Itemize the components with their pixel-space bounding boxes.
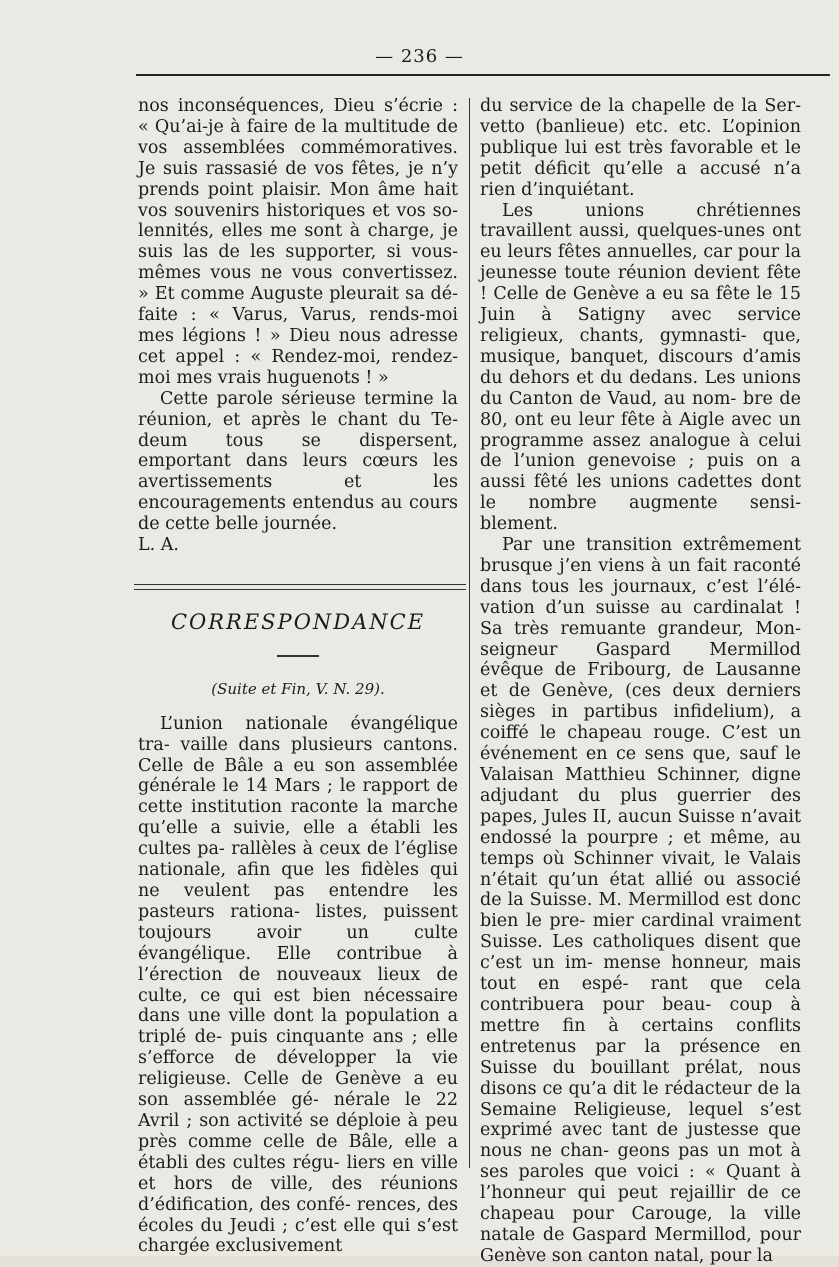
left-para-2: Cette parole sérieuse termine la réunion, et après le chant du Te- deum tous se dispersent, emportant dans leurs cœurs les avertissements et les encouragements entendus au cours de cette belle journée. [138, 388, 458, 535]
left-para-3: L’union nationale évangélique tra- vaille dans plusieurs cantons. Celle de Bâle a eu son assemblée générale le 14 Mars ; le rapport de cette institution raconte la marche qu’elle a suivie, elle a établi les cultes pa- rallèles à ceux de l’église nationale, afin que les fidèles qui ne veulent pas entendre les pasteurs rationa- listes, puissent toujours avoir un culte évangélique. Elle contribue à l’érection de nouveaux lieux de culte, ce qui est bien nécessaire dans une ville dont la population a triplé de- puis cinquante ans ; elle s’efforce de développer la vie religieuse. Celle de Genève a eu son assemblée gé- nérale le 22 Avril ; son activité se déploie à peu près comme celle de Bâle, elle a établi des cultes régu- liers en ville et hors de ville, des réunions d’édification, des confé- rences, des écoles du Jeudi ; c’est elle qui s’est chargée exclusivement [138, 713, 458, 1257]
column-divider [469, 98, 470, 1168]
right-column [480, 96, 801, 1267]
left-column [138, 96, 458, 1257]
subheading: (Suite et Fin, V. N. 29). [211, 679, 385, 698]
signature: L. A. [138, 535, 179, 556]
section-heading: CORRESPONDANCE [170, 609, 426, 634]
section-double-rule [134, 584, 466, 590]
header-rule [136, 74, 830, 76]
page-number: — 236 — [375, 46, 464, 67]
right-para-1: du service de la chapelle de la Ser- vetto (banlieue) etc. etc. L’opinion publique lui est très favorable et le petit déficit qu’elle a accusé n’a rien d’inquiétant. [480, 96, 801, 200]
left-para-1: nos inconséquences, Dieu s’écrie : « Qu’ai-je à faire de la multitude de vos assemblées commémoratives. Je suis rassasié de vos fêtes, je n’y prends point plaisir. Mon âme hait vos souvenirs historiques et vos so- lennités, elles me sont à charge, je suis las de les supporter, si vous- mêmes vous ne vous convertissez. » Et comme Auguste pleurait sa dé- faite : « Varus, Varus, rends-moi mes légions ! » Dieu nous adresse cet appel : « Rendez-moi, rendez-moi mes vrais huguenots ! » [138, 96, 458, 388]
right-para-2: Les unions chrétiennes travaillent aussi, quelques-unes ont eu leurs fêtes annuelles, car pour la jeunesse toute réunion devient fête ! Celle de Genève a eu sa fête le 15 Juin à Satigny avec service religieux, chants, gymnasti- que, musique, banquet, discours d’amis du dehors et du dedans. Les unions du Canton de Vaud, au nom- bre de 80, ont eu leur fête à Aigle avec un programme assez analogue à celui de l’union genevoise ; puis on a aussi fêté les unions cadettes dont le nombre augmente sensi- blement. [480, 200, 801, 535]
right-para-3: Par une transition extrêmement brusque j’en viens à un fait raconté dans tous les journaux, c’est l’élé- vation d’un suisse au cardinalat ! Sa très remuante grandeur, Mon- seigneur Gaspard Mermillod évêque de Fribourg, de Lausanne et de Genève, (ces deux derniers sièges in partibus infidelium), a coiffé le chapeau rouge. C’est un événement en ce sens que, sauf le Valaisan Matthieu Schinner, digne adjudant du plus guerrier des papes, Jules II, aucun Suisse n’avait endossé la pourpre ; et même, au temps où Schinner vivait, le Valais n’était qu’un état allié ou associé de la Suisse. M. Mermillod est donc bien le pre- mier cardinal vraiment Suisse. Les catholiques disent que c’est un im- mense honneur, mais tout en espé- rant que cela contribuera pour beau- coup à mettre fin à certains conflits entretenus par la présence en Suisse du bouillant prélat, nous disons ce qu’a dit le rédacteur de la Semaine Religieuse, lequel s’est exprimé avec tant de justesse que nous ne chan- geons pas un mot à ses paroles que voici : « Quant à l’honneur qui peut rejaillir de ce chapeau pour Carouge, la ville natale de Gaspard Mermillod, pour Genève son canton natal, pour la [480, 535, 801, 1266]
heading-dash [277, 655, 319, 657]
